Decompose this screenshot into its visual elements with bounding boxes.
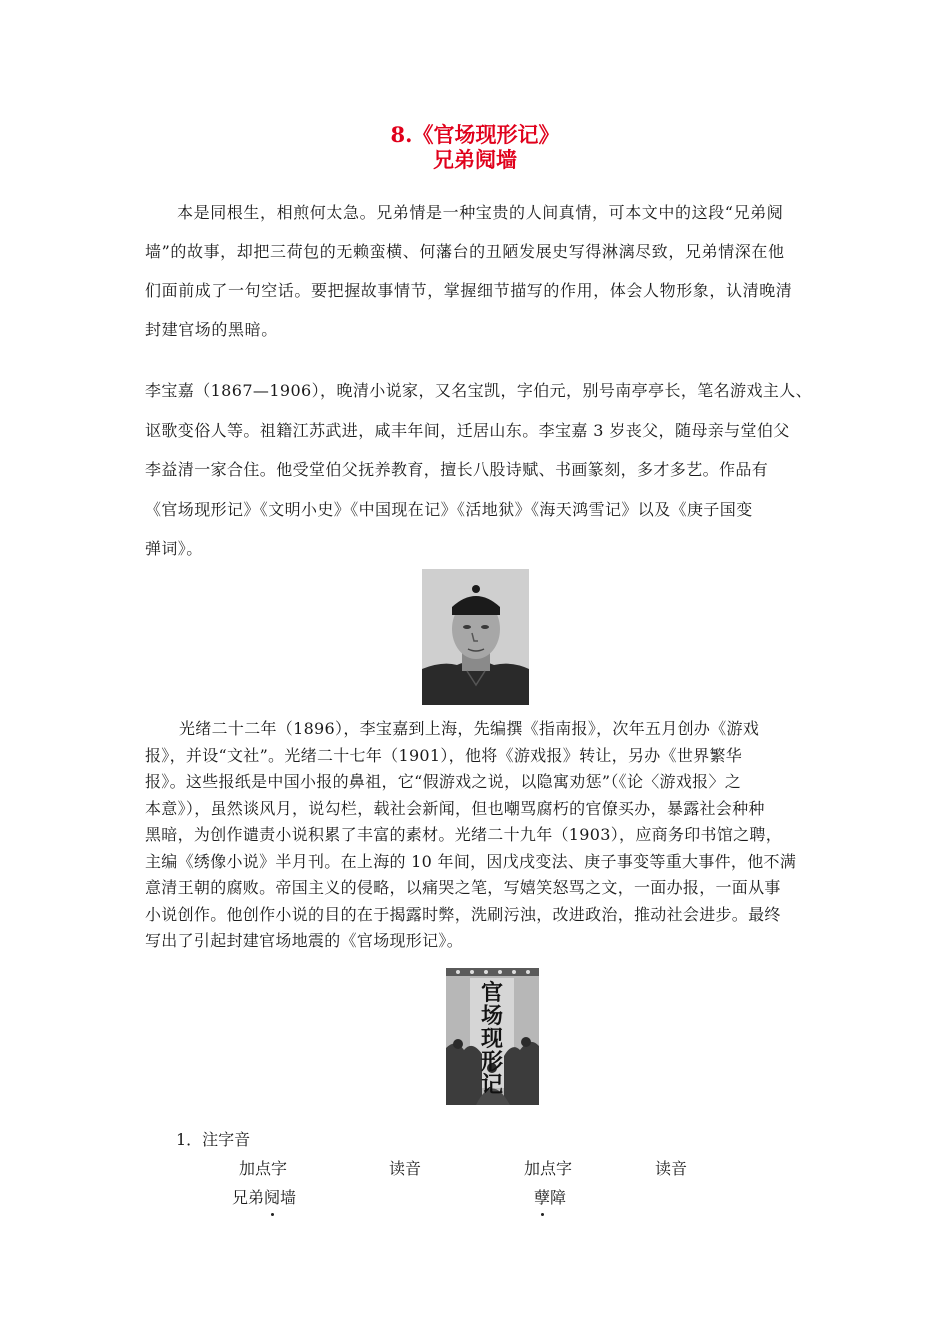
book-cover-image [446,968,539,1105]
bio-line: 小说创作。他创作小说的目的在于揭露时弊，洗刷污浊，改进政治，推动社会进步。最终 [145,904,781,924]
dotted-character: 阋 [264,1185,280,1208]
column-header-dotted-char: 加点字 [239,1159,288,1178]
bio-line: 黑暗，为创作谴责小说积累了丰富的素材。光绪二十九年（1903），应商务印书馆之聘， [145,825,783,844]
column-header-dotted-char: 加点字 [524,1159,573,1178]
biography-paragraph [145,716,825,955]
column-header-pronunciation: 读音 [389,1159,422,1178]
exercise-heading: 1．注字音 [176,1130,251,1149]
intro-line: 本是同根生，相煎何太急。兄弟情是一种宝贵的人间真情，可本文中的这段“兄弟阋 [177,203,784,222]
author-line: 弹词》。 [145,539,203,558]
author-line: 《官场现形记》《文明小史》《中国现在记》《活地狱》《海天鸿雪记》以及《庚子国变 [145,499,753,519]
bio-line: 报》。这些报纸是中国小报的鼻祖，它“假游戏之说，以隐寓劝惩”（《论〈游戏报〉之 [145,772,742,791]
cover-title-char: 记 [480,1072,503,1098]
cover-title-char: 场 [480,1003,503,1029]
author-line: 李宝嘉（1867—1906），晚清小说家，又名宝凯，字伯元，别号南亭亭长，笔名游戏主人、 [145,381,813,400]
exercise-word [534,1185,566,1208]
page-title: 8.《官场现形记》 [390,122,560,147]
bio-line: 主编《绣像小说》半月刊。在上海的 10 年间，因戊戌变法、庚子事变等重大事件，他不满 [145,851,797,871]
page-subtitle: 兄弟阋墙 [433,147,517,172]
bio-line: 光绪二十二年（1896），李宝嘉到上海，先编撰《指南报》，次年五月创办《游戏 [179,719,760,738]
word-text: 兄弟 [232,1188,265,1207]
author-line: 李益清一家合住。他受堂伯父抚养教育，擅长八股诗赋、书画篆刻，多才多艺。作品有 [145,460,769,479]
bio-line: 写出了引起封建官场地震的《官场现形记》。 [145,931,464,950]
intro-line: 封建官场的黑暗。 [145,320,278,339]
exercise-word [232,1185,296,1208]
author-portrait-image [422,569,529,705]
column-header-pronunciation: 读音 [655,1159,688,1178]
cover-title-char: 现 [480,1026,503,1052]
cover-title [478,982,506,1097]
bio-line: 报》，并设“文社”。光绪二十七年（1901），他将《游戏报》转让，另办《世界繁华 [145,745,743,765]
bio-line: 意清王朝的腐败。帝国主义的侵略，以痛哭之笔，写嬉笑怒骂之文，一面办报，一面从事 [145,878,781,897]
bio-line: 本意》），虽然谈风月，说勾栏，载社会新闻，但也嘲骂腐朽的官僚买办，暴露社会种种 [145,798,765,818]
word-text: 墙 [280,1188,297,1207]
intro-line: 们面前成了一句空话。要把握故事情节，掌握细节描写的作用，体会人物形象，认清晚清 [145,281,793,300]
intro-line: 墙”的故事，却把三荷包的无赖蛮横、何藩台的丑陋发展史写得淋漓尽致，兄弟情深在他 [145,242,785,261]
dotted-character: 孽 [534,1185,550,1208]
cover-title-char: 官 [480,980,503,1006]
intro-paragraph [145,193,825,349]
cover-title-char: 形 [480,1049,503,1075]
word-text: 障 [550,1188,567,1207]
portrait-illustration [422,569,529,705]
author-paragraph [145,371,825,569]
author-line: 讴歌变俗人等。祖籍江苏武进，咸丰年间，迁居山东。李宝嘉 3 岁丧父，随母亲与堂伯父 [145,420,790,440]
